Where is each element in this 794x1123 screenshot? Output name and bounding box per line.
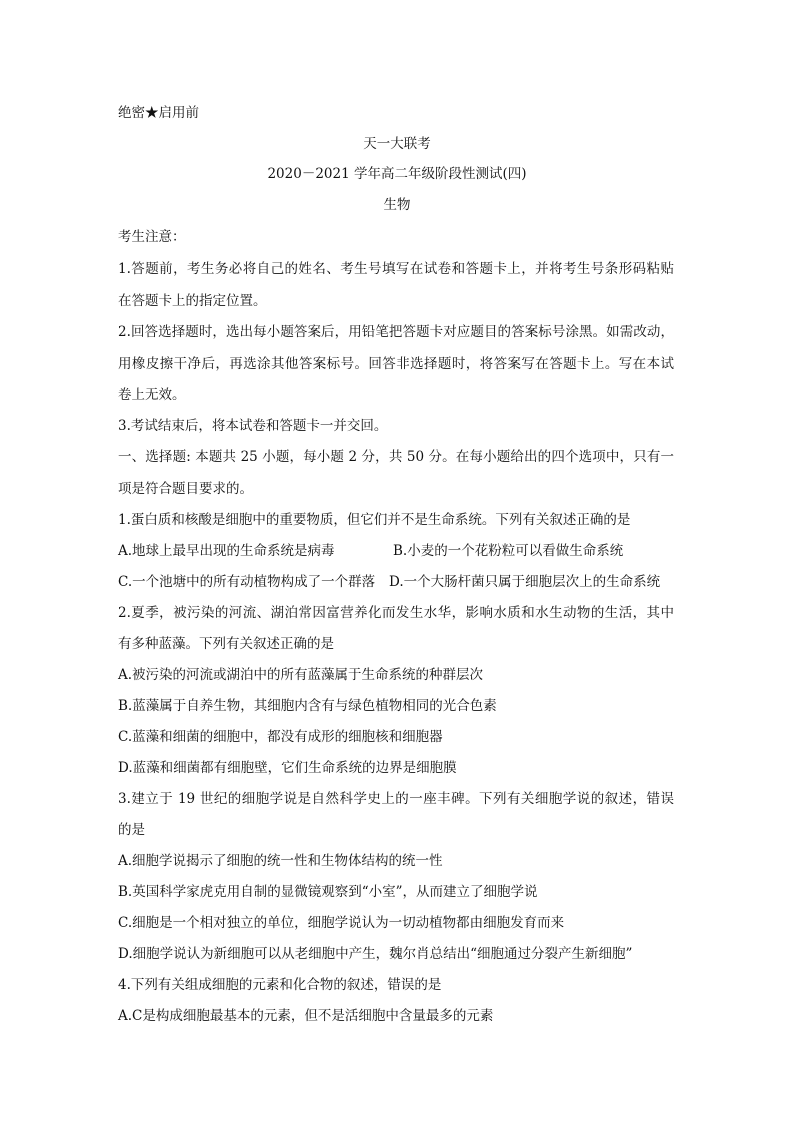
question-3-option-a: A.细胞学说揭示了细胞的统一性和生物体结构的统一性	[118, 853, 443, 869]
question-1-option-d: D.一个大肠杆菌只属于细胞层次上的生命系统	[389, 574, 661, 590]
question-2-option-c: C.蓝藻和细菌的细胞中，都没有成形的细胞核和细胞器	[118, 729, 443, 745]
question-1-stem: 1.蛋白质和核酸是细胞中的重要物质，但它们并不是生命系统。下列有关叙述正确的是	[118, 512, 631, 528]
notice-item-1: 1.答题前，考生务必将自己的姓名、考生号填写在试卷和答题卡上，并将考生号条形码粘贴	[118, 261, 674, 277]
notice-item-3: 3.考试结束后，将本试卷和答题卡一并交回。	[118, 418, 388, 434]
question-3-stem: 3.建立于 19 世纪的细胞学说是自然科学史上的一座丰碑。下列有关细胞学说的叙述，错误	[118, 791, 674, 807]
question-2-stem-cont: 有多种蓝藻。下列有关叙述正确的是	[118, 636, 334, 652]
notice-item-2: 2.回答选择题时，选出每小题答案后，用铅笔把答题卡对应题目的答案标号涂黑。如需改动，	[118, 324, 674, 340]
confidential-label: 绝密★启用前	[118, 105, 199, 121]
section-heading-cont: 项是符合题目要求的。	[118, 481, 253, 497]
section-heading: 一、选择题: 本题共 25 小题，每小题 2 分，共 50 分。在每小题给出的四个选项中，只有一	[118, 449, 674, 465]
notice-item-2-end: 卷上无效。	[118, 387, 186, 403]
notice-item-2-cont: 用橡皮擦干净后，再选涂其他答案标号。回答非选择题时，将答案写在答题卡上。写在本试	[118, 356, 674, 372]
question-3-stem-cont: 的是	[118, 822, 145, 838]
question-2-stem: 2.夏季，被污染的河流、湖泊常因富营养化而发生水华，影响水质和水生动物的生活，其中	[118, 605, 674, 621]
question-2-option-d: D.蓝藻和细菌都有细胞壁，它们生命系统的边界是细胞膜	[118, 760, 457, 776]
question-1-option-b: B.小麦的一个花粉粒可以看做生命系统	[393, 543, 624, 559]
exam-title: 2020－2021 学年高二年级阶段性测试(四)	[267, 166, 527, 182]
question-2-option-a: A.被污染的河流或湖泊中的所有蓝藻属于生命系统的种群层次	[118, 667, 484, 683]
notice-title: 考生注意：	[118, 229, 186, 245]
subject-title: 生物	[383, 197, 411, 213]
question-2-option-b: B.蓝藻属于自养生物，其细胞内含有与绿色植物相同的光合色素	[118, 698, 497, 714]
question-1-option-a: A.地球上最早出现的生命系统是病毒	[118, 543, 335, 559]
question-3-option-b: B.英国科学家虎克用自制的显微镜观察到“小室”，从而建立了细胞学说	[118, 884, 538, 900]
question-4-option-a: A.C是构成细胞最基本的元素，但不是活细胞中含量最多的元素	[118, 1008, 494, 1024]
exam-organizer: 天一大联考	[363, 136, 431, 152]
notice-item-1-cont: 在答题卡上的指定位置。	[118, 293, 267, 309]
question-3-option-c: C.细胞是一个相对独立的单位，细胞学说认为一切动植物都由细胞发育而来	[118, 915, 565, 931]
question-1-option-c: C.一个池塘中的所有动植物构成了一个群落	[118, 574, 376, 590]
question-4-stem: 4.下列有关组成细胞的元素和化合物的叙述，错误的是	[118, 977, 442, 993]
question-3-option-d: D.细胞学说认为新细胞可以从老细胞中产生，魏尔肖总结出“细胞通过分裂产生新细胞”	[118, 946, 633, 962]
